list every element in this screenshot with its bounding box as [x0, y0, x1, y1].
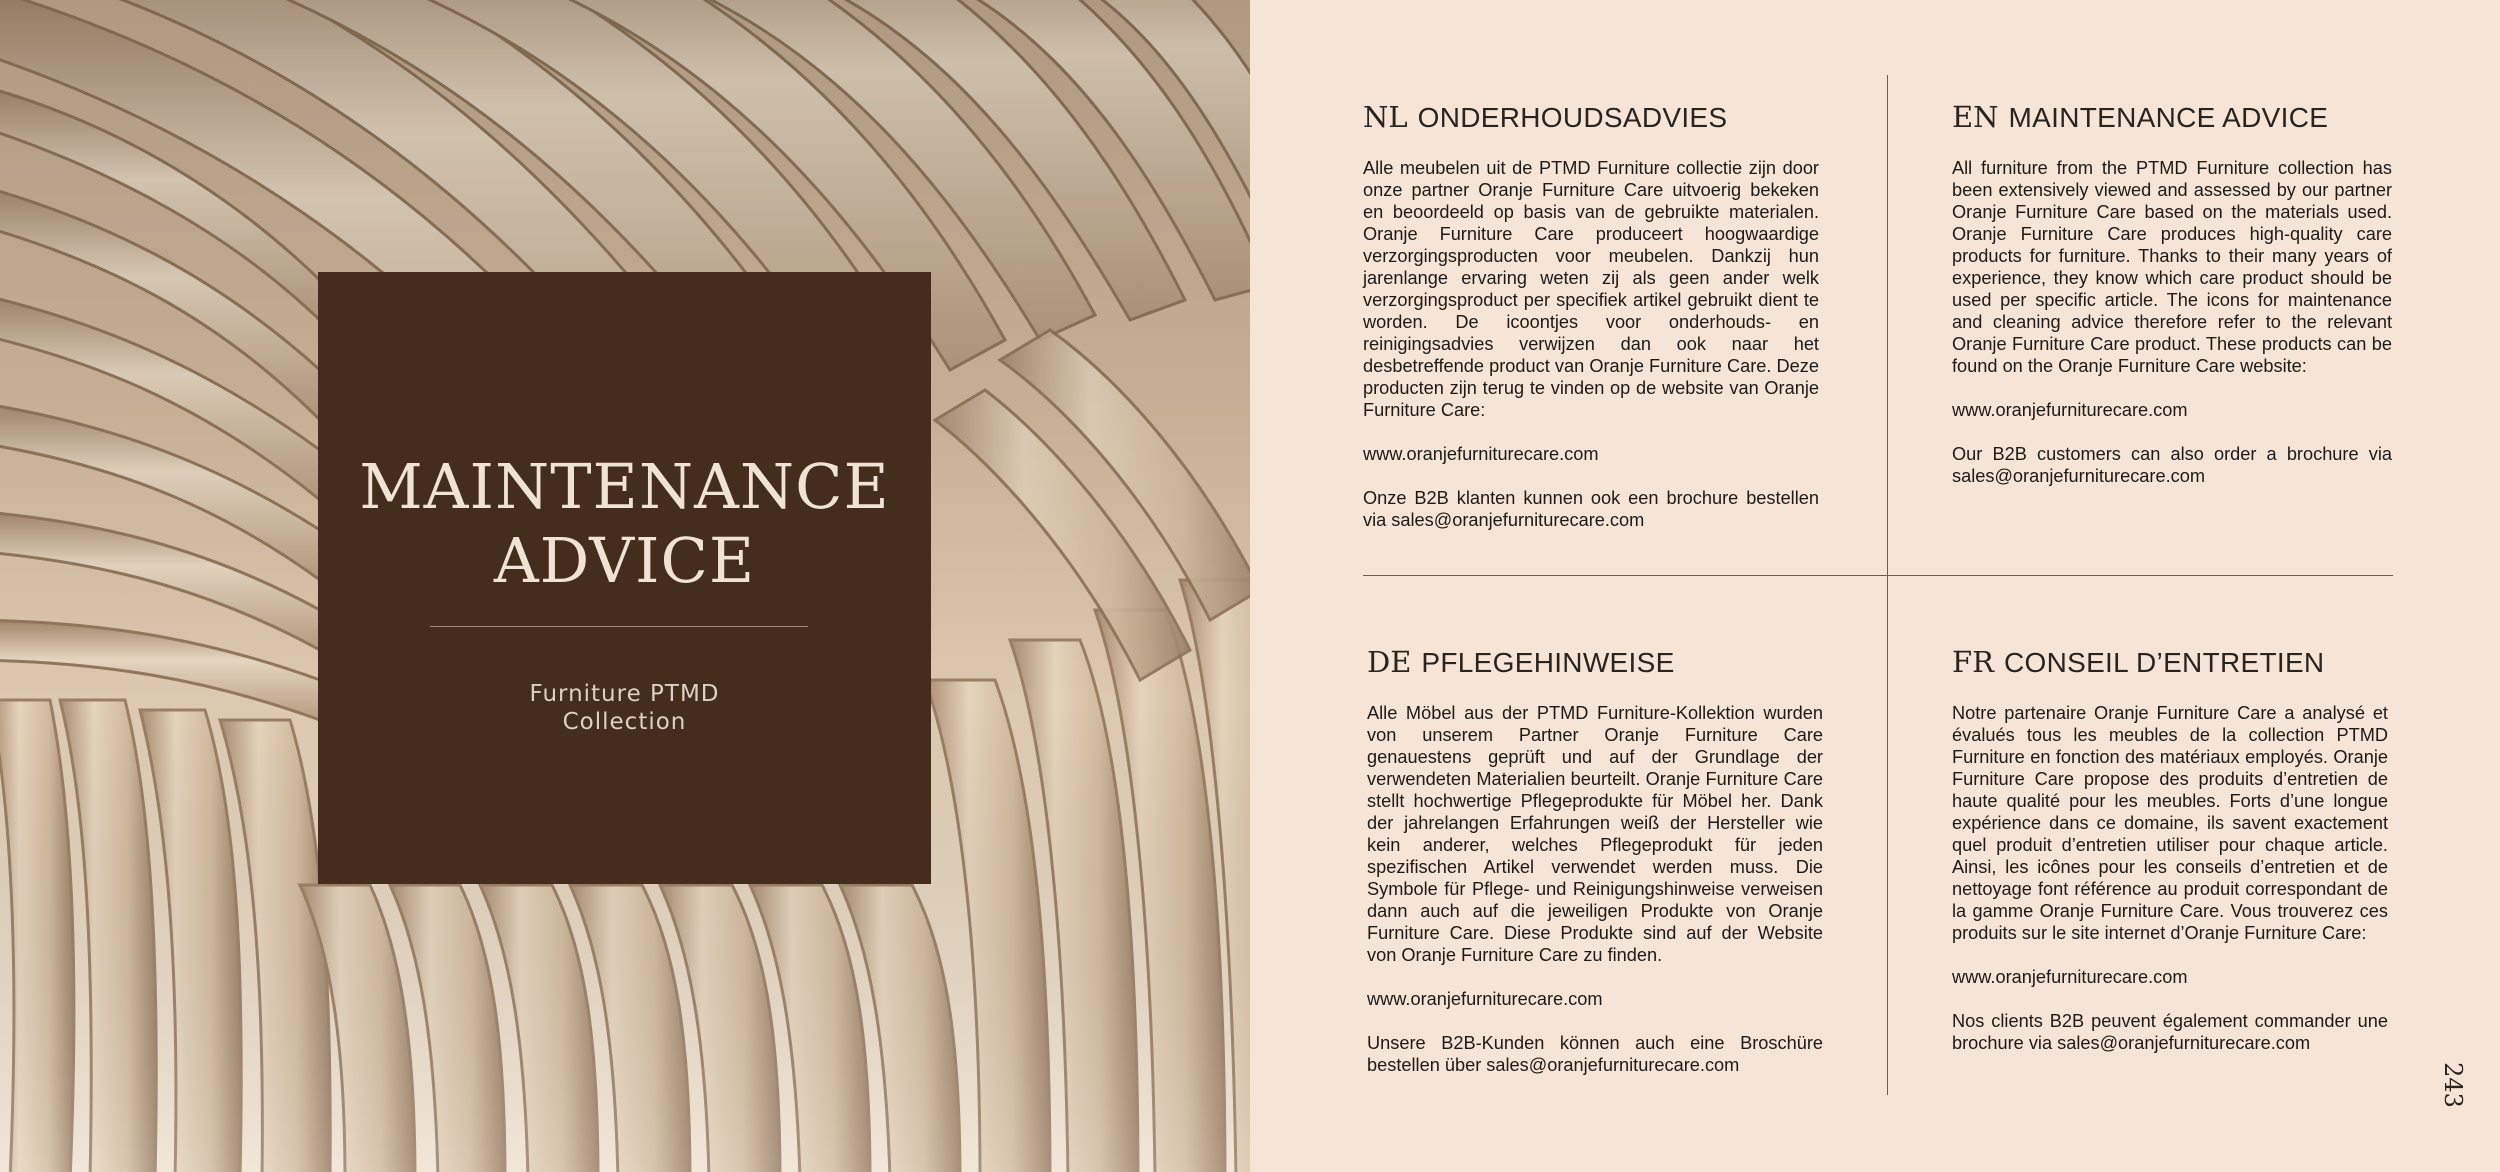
section-fr	[1952, 645, 2388, 1076]
section-body	[1363, 157, 1819, 531]
website-link[interactable]: www.oranjefurniturecare.com	[1952, 967, 2188, 987]
section-title: PFLEGEHINWEISE	[1421, 647, 1675, 678]
cover-subtitle-line1: Furniture PTMD	[529, 681, 720, 707]
section-de	[1367, 645, 1823, 1098]
body-paragraph: Alle meubelen uit de PTMD Furniture collectie zijn door onze partner Oranje Furniture Care uitvoerig bekeken en beoordeeld op basis van de gebruikte materialen. Oranje Furniture Care produceert hoogwaardige verzorgingsproducten voor meubelen. Dankzij hun jarenlange ervaring weten zij als geen ander welk verzorgingsproduct per specifiek artikel gebruikt dient te worden. De icoontjes voor onderhouds- en reinigingsadvies verwijzen dan ook naar het desbetreffende product van Oranje Furniture Care. Deze producten zijn terug te vinden op de website van Oranje Furniture Care:	[1363, 158, 1819, 420]
section-body	[1952, 702, 2388, 1054]
body-paragraph: Alle Möbel aus der PTMD Furniture-Kollektion wurden von unserem Partner Oranje Furniture Care genauestens geprüft und auf der Grundlage der verwendeten Materialien beurteilt. Oranje Furniture Care stellt hochwertige Pflegeprodukte für Möbel her. Dank der jahrelangen Erfahrungen weiß der Hersteller wie kein anderer, welches Pflegeprodukt für jeden spezifischen Artikel verwendet werden muss. Die Symbole für Pflege- und Reinigungshinweise verweisen dann auch auf die jeweiligen Produkte von Oranje Furniture Care. Diese Produkte sind auf der Website von Oranje Furniture Care zu finden.	[1367, 703, 1823, 965]
title-card	[318, 272, 931, 884]
language-code: EN	[1952, 100, 1999, 134]
body-paragraph: Nos clients B2B peuvent également commander une brochure via sales@oranjefurniturecare.com	[1952, 1011, 2388, 1053]
website-link[interactable]: www.oranjefurniturecare.com	[1363, 444, 1599, 464]
cover-title-line1: MAINTENANCE	[359, 450, 890, 523]
website-link[interactable]: www.oranjefurniturecare.com	[1952, 400, 2188, 420]
page-number: 243	[2439, 1062, 2467, 1108]
section-nl	[1363, 100, 1819, 553]
section-body	[1367, 702, 1823, 1076]
section-title: ONDERHOUDSADVIES	[1417, 102, 1728, 133]
section-heading	[1367, 645, 1823, 680]
website-link[interactable]: www.oranjefurniturecare.com	[1367, 989, 1603, 1009]
section-en	[1952, 100, 2392, 509]
language-code: FR	[1952, 645, 1994, 679]
section-heading	[1952, 100, 2392, 135]
language-code: DE	[1367, 645, 1412, 679]
horizontal-divider	[1363, 575, 2393, 576]
vertical-divider	[1887, 75, 1888, 1095]
cover-title	[318, 450, 931, 598]
cover-subtitle-line2: Collection	[562, 709, 687, 735]
body-paragraph: All furniture from the PTMD Furniture collection has been extensively viewed and assessed by our partner Oranje Furniture Care based on the materials used. Oranje Furniture Care produces high-quality care products for furniture. Thanks to their many years of experience, they know which care product should be used per specific article. The icons for maintenance and cleaning advice therefore refer to the relevant Oranje Furniture Care product. These products can be found on the Oranje Furniture Care website:	[1952, 158, 2392, 376]
cover-title-line2: ADVICE	[493, 524, 756, 597]
section-heading	[1363, 100, 1819, 135]
section-title: CONSEIL D’ENTRETIEN	[2003, 647, 2325, 678]
body-paragraph: Our B2B customers can also order a brochure via sales@oranjefurniturecare.com	[1952, 444, 2392, 486]
body-paragraph: Unsere B2B-Kunden können auch eine Broschüre bestellen über sales@oranjefurniturecare.com	[1367, 1033, 1823, 1075]
section-body	[1952, 157, 2392, 487]
section-title: MAINTENANCE ADVICE	[2008, 102, 2329, 133]
section-heading	[1952, 645, 2388, 680]
title-divider	[430, 626, 808, 627]
cover-subtitle	[318, 680, 931, 736]
language-code: NL	[1363, 100, 1408, 134]
body-paragraph: Notre partenaire Oranje Furniture Care a analysé et évalués tous les meubles de la collection PTMD Furniture en fonction des matériaux employés. Oranje Furniture Care propose des produits d’entretien de haute qualité pour les meubles. Forts d’une longue expérience dans ce domaine, ils savent exactement quel produit d’entretien utiliser pour chaque article. Ainsi, les icônes pour les conseils d’entretien et de nettoyage font référence au produit correspondant de la gamme Oranje Furniture Care. Vous trouverez ces produits sur le site internet d’Oranje Furniture Care:	[1952, 703, 2388, 943]
body-paragraph: Onze B2B klanten kunnen ook een brochure bestellen via sales@oranjefurniturecare.com	[1363, 488, 1819, 530]
